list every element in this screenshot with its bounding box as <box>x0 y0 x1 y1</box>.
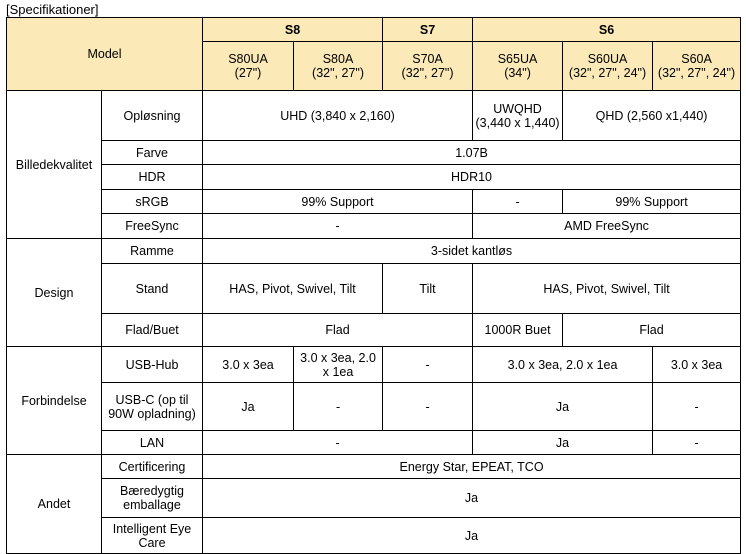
cell-usbc-c: - <box>383 383 473 431</box>
model-header: Model <box>7 18 203 91</box>
row-label-farve: Farve <box>102 141 203 165</box>
table-caption: [Specifikationer] <box>6 2 99 17</box>
series-s8-header: S8 <box>203 18 383 42</box>
model-name: S80A <box>322 52 354 66</box>
cell-qhd: QHD (2,560 x1,440) <box>563 91 741 141</box>
model-sizes: (32", 27") <box>312 66 364 80</box>
row-label-hdr: HDR <box>102 165 203 190</box>
cell-uwqhd: UWQHD (3,440 x 1,440) <box>473 91 563 141</box>
group-andet: Andet <box>7 455 102 554</box>
model-name: S60UA <box>587 52 628 66</box>
cell-lan-b: Ja <box>473 431 653 455</box>
cell-usbhub-c: - <box>383 347 473 383</box>
cell-certificering: Energy Star, EPEAT, TCO <box>203 455 741 479</box>
row-label-flad-buet: Flad/Buet <box>102 314 203 347</box>
cell-farve: 1.07B <box>203 141 741 165</box>
model-s70a-header <box>383 42 473 91</box>
cell-stand-b: Tilt <box>383 264 473 314</box>
model-s60ua-header <box>563 42 653 91</box>
cell-usbc-e: - <box>653 383 741 431</box>
cell-usbhub-a: 3.0 x 3ea <box>203 347 294 383</box>
cell-freesync-a: - <box>203 214 473 239</box>
model-name: S70A <box>412 52 443 66</box>
cell-flad-b: 1000R Buet <box>473 314 563 347</box>
cell-ramme: 3-sidet kantløs <box>203 239 741 264</box>
cell-lan-a: - <box>203 431 473 455</box>
model-s60a-header <box>653 42 741 91</box>
cell-srgb-c: 99% Support <box>563 190 741 214</box>
row-label-usb-hub: USB-Hub <box>102 347 203 383</box>
cell-srgb-a: 99% Support <box>203 190 473 214</box>
cell-eye-care: Ja <box>203 518 741 554</box>
row-label-usb-c: USB-C (op til 90W opladning) <box>102 383 203 431</box>
row-label-eye-care: Intelligent Eye Care <box>102 518 203 554</box>
cell-usbhub-e: 3.0 x 3ea <box>653 347 741 383</box>
group-design: Design <box>7 239 102 347</box>
row-label-lan: LAN <box>102 431 203 455</box>
cell-usbhub-d: 3.0 x 3ea, 2.0 x 1ea <box>473 347 653 383</box>
cell-freesync-b: AMD FreeSync <box>473 214 741 239</box>
cell-uhd: UHD (3,840 x 2,160) <box>203 91 473 141</box>
cell-stand-a: HAS, Pivot, Swivel, Tilt <box>203 264 383 314</box>
cell-lan-c: - <box>653 431 741 455</box>
specifications-table <box>6 17 741 554</box>
cell-usbhub-b: 3.0 x 3ea, 2.0 x 1ea <box>294 347 383 383</box>
series-s7-header: S7 <box>383 18 473 42</box>
cell-usbc-a: Ja <box>203 383 294 431</box>
row-label-ramme: Ramme <box>102 239 203 264</box>
row-label-baeredygtig: Bæredygtig emballage <box>102 479 203 518</box>
cell-baeredygtig: Ja <box>203 479 741 518</box>
model-name: S65UA <box>497 52 538 66</box>
cell-hdr: HDR10 <box>203 165 741 190</box>
model-sizes: (34") <box>504 66 531 80</box>
cell-srgb-b: - <box>473 190 563 214</box>
model-sizes: (32", 27", 24") <box>657 66 736 80</box>
cell-stand-c: HAS, Pivot, Swivel, Tilt <box>473 264 741 314</box>
model-s80a-header <box>294 42 383 91</box>
group-forbindelse: Forbindelse <box>7 347 102 455</box>
cell-flad-a: Flad <box>203 314 473 347</box>
row-label-srgb: sRGB <box>102 190 203 214</box>
cell-usbc-d: Ja <box>473 383 653 431</box>
model-sizes: (32", 27") <box>401 66 454 80</box>
row-label-freesync: FreeSync <box>102 214 203 239</box>
model-sizes: (27") <box>234 66 262 80</box>
cell-flad-c: Flad <box>563 314 741 347</box>
model-s65ua-header <box>473 42 563 91</box>
row-label-certificering: Certificering <box>102 455 203 479</box>
model-sizes: (32", 27", 24") <box>568 66 647 80</box>
row-label-oplosning: Opløsning <box>102 91 203 141</box>
group-billedekvalitet: Billedekvalitet <box>7 91 102 239</box>
cell-usbc-b: - <box>294 383 383 431</box>
model-s80ua-header <box>203 42 294 91</box>
series-s6-header: S6 <box>473 18 741 42</box>
model-name: S60A <box>681 52 712 66</box>
row-label-stand: Stand <box>102 264 203 314</box>
model-name: S80UA <box>228 52 268 66</box>
